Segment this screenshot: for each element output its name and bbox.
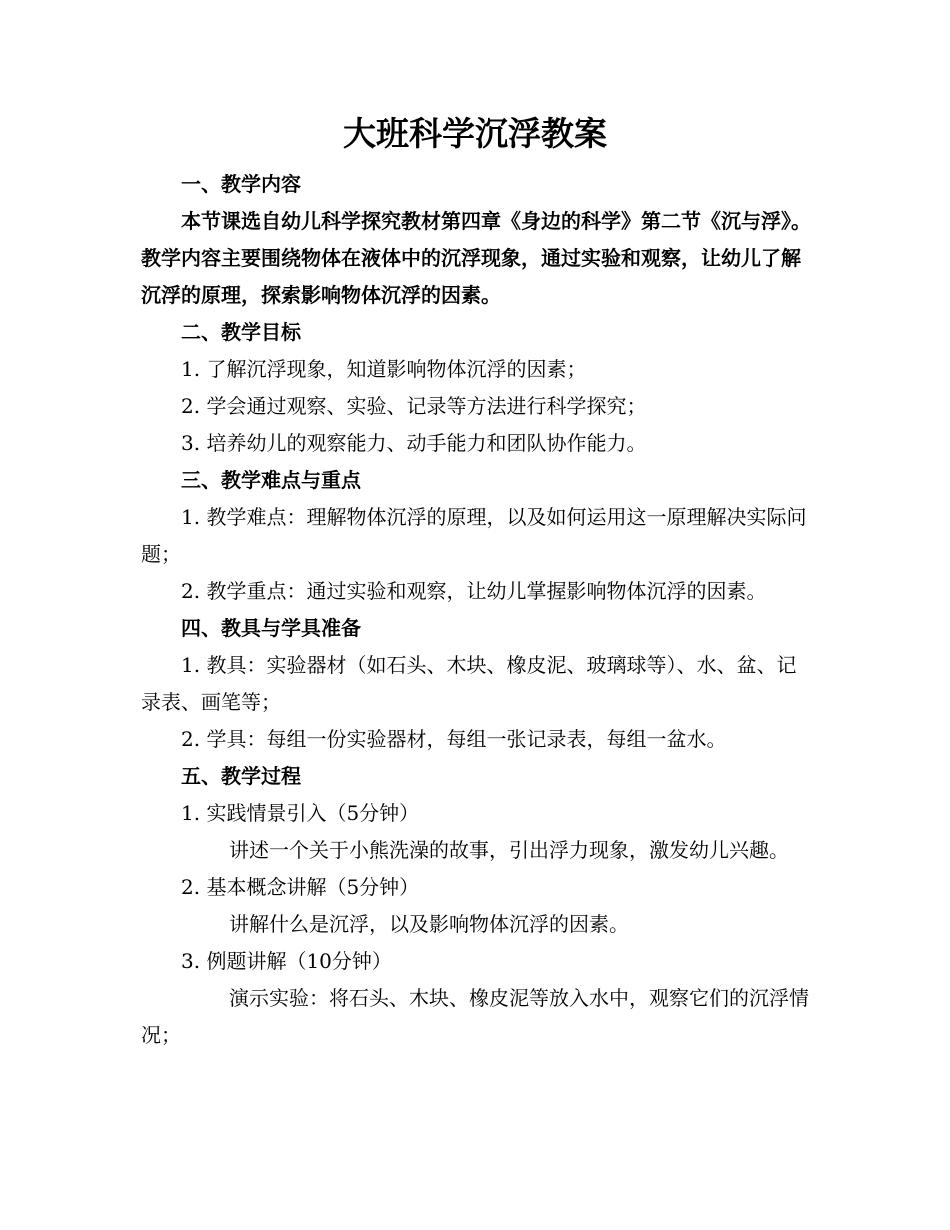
section-heading-materials: 四、教具与学具准备 [181, 616, 361, 640]
section-heading-difficulties: 三、教学难点与重点 [181, 468, 361, 492]
objective-item: 3. 培养幼儿的观察能力、动手能力和团队协作能力。 [181, 431, 647, 455]
key-point-item: 2. 教学重点：通过实验和观察，让幼儿掌握影响物体沉浮的因素。 [181, 579, 767, 603]
document-body [141, 166, 813, 1054]
process-step-description: 演示实验：将石头、木块、橡皮泥等放入水中，观察它们的沉浮情况； [141, 986, 809, 1047]
content-paragraph: 本节课选自幼儿科学探究教材第四章《身边的科学》第二节《沉与浮》。教学内容主要围绕物体在液体中的沉浮现象，通过实验和观察，让幼儿了解沉浮的原理，探索影响物体沉浮的因素。 [141, 209, 811, 307]
document-title: 大班科学沉浮教案 [343, 114, 607, 153]
process-step-description: 讲述一个关于小熊洗澡的故事，引出浮力现象，激发幼儿兴趣。 [229, 838, 789, 862]
materials-item: 2. 学具：每组一份实验器材，每组一张记录表，每组一盆水。 [181, 727, 727, 751]
objective-item: 2. 学会通过观察、实验、记录等方法进行科学探究； [181, 394, 647, 418]
process-step-title: 1. 实践情景引入（5分钟） [181, 801, 420, 825]
difficulty-item: 1. 教学难点：理解物体沉浮的原理，以及如何运用这一原理解决实际问题； [141, 505, 807, 566]
section-heading-objectives: 二、教学目标 [181, 320, 301, 344]
section-heading-content: 一、教学内容 [181, 172, 301, 196]
process-step-title: 3. 例题讲解（10分钟） [181, 949, 392, 973]
materials-item: 1. 教具：实验器材（如石头、木块、橡皮泥、玻璃球等）、水、盆、记录表、画笔等； [141, 653, 797, 714]
objective-item: 1. 了解沉浮现象，知道影响物体沉浮的因素； [181, 357, 587, 381]
process-step-title: 2. 基本概念讲解（5分钟） [181, 875, 420, 899]
process-step-description: 讲解什么是沉浮，以及影响物体沉浮的因素。 [229, 912, 629, 936]
section-heading-process: 五、教学过程 [181, 764, 301, 788]
